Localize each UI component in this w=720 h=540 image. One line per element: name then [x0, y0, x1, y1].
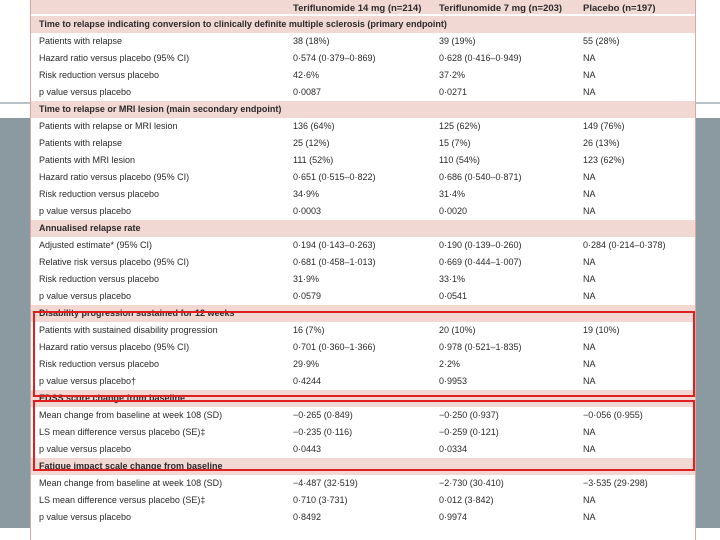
row-label: Risk reduction versus placebo: [39, 70, 160, 80]
table-cell: 26 (13%): [583, 138, 620, 148]
table-cell: 110 (54%): [439, 155, 480, 165]
section-header-row: [31, 16, 695, 33]
table-cell: NA: [583, 427, 596, 437]
table-cell: 39 (19%): [439, 36, 476, 46]
section-header-row: [31, 101, 695, 118]
table-cell: 0·0087: [293, 87, 322, 97]
table-cell: 0·681 (0·458–1·013): [293, 257, 376, 267]
table-cell: 0·012 (3·842): [439, 495, 494, 505]
table-cell: 0·669 (0·444–1·007): [439, 257, 522, 267]
background-panel-right: [694, 118, 720, 528]
table-cell: 37·2%: [439, 70, 466, 80]
column-header-teriflunomide-7mg: Teriflunomide 7 mg (n=203): [439, 3, 563, 14]
table-cell: NA: [583, 70, 596, 80]
row-label: Patients with relapse or MRI lesion: [39, 121, 178, 131]
row-label: Hazard ratio versus placebo (95% CI): [39, 342, 190, 352]
row-label: p value versus placebo: [39, 291, 132, 301]
table-cell: 0·0271: [439, 87, 468, 97]
row-label: Patients with relapse: [39, 36, 123, 46]
table-cell: −3·535 (29·298): [583, 478, 648, 488]
table-cell: 0·9953: [439, 376, 468, 386]
table-cell: 0·0443: [293, 444, 322, 454]
table-cell: 31·4%: [439, 189, 466, 199]
table-cell: 33·1%: [439, 274, 466, 284]
background-panel-left: [0, 118, 30, 528]
table-row: [31, 475, 695, 492]
table-cell: NA: [583, 257, 596, 267]
table-row: [31, 33, 695, 50]
table-cell: 2·2%: [439, 359, 461, 369]
table-row: [31, 84, 695, 101]
table-cell: 0·686 (0·540–0·871): [439, 172, 522, 182]
row-label: p value versus placebo: [39, 87, 132, 97]
table-cell: 0·4244: [293, 376, 322, 386]
table-cell: 0·190 (0·139–0·260): [439, 240, 522, 250]
table-row: [31, 152, 695, 169]
row-label: Patients with sustained disability progression: [39, 325, 218, 335]
table-cell: 0·0003: [293, 206, 322, 216]
table-cell: −0·056 (0·955): [583, 410, 643, 420]
table-cell: 0·710 (3·731): [293, 495, 348, 505]
row-label: p value versus placebo: [39, 444, 132, 454]
table-cell: 38 (18%): [293, 36, 330, 46]
table-row: [31, 135, 695, 152]
table-cell: 42·6%: [293, 70, 320, 80]
results-table: [30, 0, 696, 540]
section-title: EDSS score change from baseline: [39, 393, 186, 403]
row-label: p value versus placebo: [39, 512, 132, 522]
table-cell: NA: [583, 342, 596, 352]
table-cell: −0·250 (0·937): [439, 410, 499, 420]
table-cell: −2·730 (30·410): [439, 478, 504, 488]
table-cell: 25 (12%): [293, 138, 330, 148]
table-cell: NA: [583, 359, 596, 369]
table-cell: 31·9%: [293, 274, 320, 284]
table-cell: −4·487 (32·519): [293, 478, 358, 488]
row-label: LS mean difference versus placebo (SE)‡: [39, 495, 206, 505]
table-cell: 123 (62%): [583, 155, 625, 165]
table-row: [31, 50, 695, 67]
column-header-teriflunomide-14mg: Teriflunomide 14 mg (n=214): [293, 3, 422, 14]
row-label: Mean change from baseline at week 108 (SD): [39, 410, 223, 420]
row-label: Adjusted estimate* (95% CI): [39, 240, 153, 250]
table-row: [31, 237, 695, 254]
row-label: p value versus placebo: [39, 206, 132, 216]
section-title: Time to relapse or MRI lesion (main secondary endpoint): [39, 104, 282, 114]
table-row: [31, 203, 695, 220]
row-label: p value versus placebo†: [39, 376, 137, 386]
table-cell: 55 (28%): [583, 36, 620, 46]
table-cell: 149 (76%): [583, 121, 625, 131]
table-row: [31, 509, 695, 526]
table-cell: 0·284 (0·214–0·378): [583, 240, 666, 250]
table-cell: 0·574 (0·379–0·869): [293, 53, 376, 63]
table-cell: −0·259 (0·121): [439, 427, 499, 437]
highlight-box-disability-progression: [33, 311, 695, 397]
table-cell: 0·628 (0·416–0·949): [439, 53, 522, 63]
table-cell: 19 (10%): [583, 325, 620, 335]
table-cell: NA: [583, 274, 596, 284]
table-cell: 20 (10%): [439, 325, 476, 335]
table-cell: 34·9%: [293, 189, 320, 199]
section-title: Disability progression sustained for 12 weeks: [39, 308, 235, 318]
table-cell: NA: [583, 444, 596, 454]
table-row: [31, 169, 695, 186]
table-row: [31, 288, 695, 305]
row-label: Risk reduction versus placebo: [39, 189, 160, 199]
row-label: Risk reduction versus placebo: [39, 359, 160, 369]
row-label: Hazard ratio versus placebo (95% CI): [39, 53, 190, 63]
table-row: [31, 254, 695, 271]
table-cell: 15 (7%): [439, 138, 471, 148]
table-cell: NA: [583, 376, 596, 386]
table-cell: 136 (64%): [293, 121, 335, 131]
table-cell: 0·0020: [439, 206, 468, 216]
table-cell: 0·978 (0·521–1·835): [439, 342, 522, 352]
section-header-row: [31, 220, 695, 237]
column-header-placebo: Placebo (n=197): [583, 3, 656, 14]
table-cell: 111 (52%): [293, 155, 334, 165]
row-label: Hazard ratio versus placebo (95% CI): [39, 172, 190, 182]
table-cell: −0·235 (0·116): [293, 427, 353, 437]
table-cell: 0·9974: [439, 512, 468, 522]
row-label: Risk reduction versus placebo: [39, 274, 160, 284]
section-title: Fatigue impact scale change from baseline: [39, 461, 223, 471]
table-cell: NA: [583, 495, 596, 505]
row-label: LS mean difference versus placebo (SE)‡: [39, 427, 206, 437]
table-cell: 0·8492: [293, 512, 322, 522]
table-cell: NA: [583, 512, 596, 522]
table-row: [31, 67, 695, 84]
table-cell: NA: [583, 53, 596, 63]
row-label: Relative risk versus placebo (95% CI): [39, 257, 190, 267]
table-cell: 0·194 (0·143–0·263): [293, 240, 376, 250]
table-cell: −0·265 (0·849): [293, 410, 353, 420]
table-cell: 0·651 (0·515–0·822): [293, 172, 376, 182]
table-cell: NA: [583, 206, 596, 216]
section-title: Annualised relapse rate: [39, 223, 141, 233]
column-header-bar: [31, 0, 695, 14]
row-label: Mean change from baseline at week 108 (SD): [39, 478, 223, 488]
table-row: [31, 118, 695, 135]
table-cell: NA: [583, 87, 596, 97]
table-cell: 0·0579: [293, 291, 322, 301]
table-cell: 0·0541: [439, 291, 468, 301]
row-label: Patients with relapse: [39, 138, 123, 148]
table-cell: 125 (62%): [439, 121, 481, 131]
table-cell: NA: [583, 291, 596, 301]
table-cell: NA: [583, 172, 596, 182]
table-row: [31, 492, 695, 509]
table-cell: NA: [583, 189, 596, 199]
table-cell: 0·0334: [439, 444, 468, 454]
table-row: [31, 271, 695, 288]
row-label: Patients with MRI lesion: [39, 155, 136, 165]
section-title: Time to relapse indicating conversion to clinically definite multiple sclerosis (primary endpoint): [39, 19, 447, 29]
table-cell: 29·9%: [293, 359, 320, 369]
highlight-box-edss-score: [33, 400, 695, 471]
table-cell: 0·701 (0·360–1·366): [293, 342, 376, 352]
table-cell: 16 (7%): [293, 325, 325, 335]
table-row: [31, 186, 695, 203]
